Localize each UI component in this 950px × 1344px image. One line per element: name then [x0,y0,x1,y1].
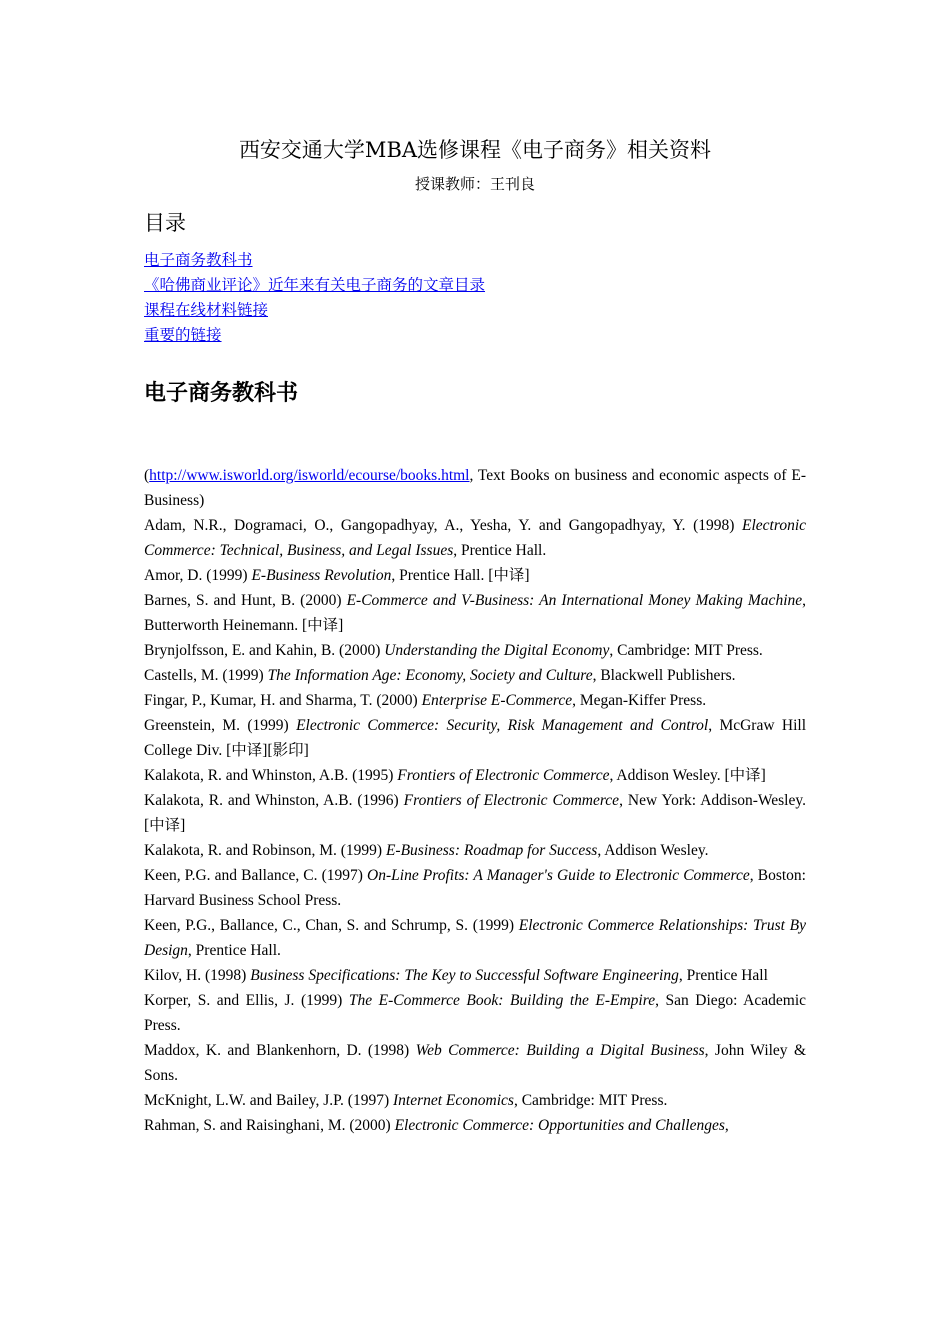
reference-publisher: , Megan-Kiffer Press. [572,692,707,709]
reference-title: Frontiers of Electronic Commerce [397,767,610,784]
reference-entry [144,863,806,913]
reference-authors: Kalakota, R. and Whinston, A.B. (1995) [144,767,398,784]
reference-authors: Keen, P.G., Ballance, C., Chan, S. and Schrump, S. (1999) [144,917,519,934]
reference-publisher: , Prentice Hall. [187,942,281,959]
reference-entry [144,563,806,588]
reference-authors: Barnes, S. and Hunt, B. (2000) [144,592,347,609]
reference-authors: Rahman, S. and Raisinghani, M. (2000) [144,1117,395,1134]
reference-title: E-Business: Roadmap for Success [385,842,598,859]
toc-link-important-links[interactable]: 重要的链接 [144,326,222,344]
reference-title: On-Line Profits: A Manager's Guide to Electronic Commerce [367,867,750,884]
reference-entry [144,663,806,688]
reference-authors: Castells, M. (1999) [144,667,268,684]
reference-entry [144,1088,806,1113]
reference-entry [144,1038,806,1088]
reference-entry [144,988,806,1038]
reference-publisher: , San Diego: Academic Press. [144,992,807,1034]
reference-title: Understanding the Digital Economy [384,642,610,659]
reference-publisher: , Cambridge: MIT Press. [609,642,763,659]
reference-publisher: , Addison Wesley. [597,842,709,859]
toc-item [144,273,806,298]
toc-item [144,323,806,348]
toc-item [144,248,806,273]
reference-entry [144,513,806,563]
document-page [144,134,806,1138]
reference-authors: Maddox, K. and Blankenhorn, D. (1998) [144,1042,416,1059]
toc-link-hbr-articles[interactable]: 《哈佛商业评论》近年来有关电子商务的文章目录 [144,276,486,294]
reference-title: Electronic Commerce: Technical, Business, and Legal Issues [144,517,806,559]
reference-publisher: , McGraw Hill College Div. [中译][影印] [144,717,807,759]
source-description: , Text Books on business and economic aspects of E-Business) [144,467,806,509]
reference-publisher: , Blackwell Publishers. [592,667,736,684]
reference-authors: Brynjolfsson, E. and Kahin, B. (2000) [144,642,385,659]
toc-link-textbooks[interactable]: 电子商务教科书 [144,251,253,269]
reference-authors: Amor, D. (1999) [144,567,252,584]
reference-title: The E-Commerce Book: Building the E-Empire [348,992,656,1009]
reference-entry [144,788,806,838]
reference-authors: Korper, S. and Ellis, J. (1999) [144,992,349,1009]
source-open: ( [144,467,150,484]
reference-publisher: , Addison Wesley. [中译] [609,767,766,784]
reference-entry [144,838,806,863]
reference-title: The Information Age: Economy, Society and Culture [267,667,593,684]
reference-publisher: , Prentice Hall. [中译] [391,567,530,584]
instructor-line: 授课教师：王刊良 [414,175,535,193]
reference-authors: Adam, N.R., Dogramaci, O., Gangopadhyay, A., Yesha, Y. and Gangopadhyay, Y. (1998) [144,517,743,534]
reference-authors: Keen, P.G. and Ballance, C. (1997) [144,867,368,884]
reference-title: Business Specifications: The Key to Successful Software Engineering [250,967,679,984]
reference-title: Internet Economics [392,1092,514,1109]
source-note [144,463,806,513]
reference-title: Frontiers of Electronic Commerce [403,792,620,809]
page-title: 西安交通大学MBA选修课程《电子商务》相关资料 [238,138,712,162]
reference-entry [144,588,806,638]
source-link[interactable]: http://www.isworld.org/isworld/ecourse/books.html [149,467,470,484]
reference-authors: McKnight, L.W. and Bailey, J.P. (1997) [144,1092,393,1109]
reference-entry [144,763,806,788]
reference-entry [144,688,806,713]
reference-publisher: , Cambridge: MIT Press. [513,1092,668,1109]
reference-publisher: , Prentice Hall. [453,542,547,559]
reference-title: Web Commerce: Building a Digital Business [415,1042,705,1059]
reference-list [144,463,806,1138]
toc-list [144,248,806,348]
reference-title: Electronic Commerce Relationships: Trust By Design [144,917,806,959]
reference-entry [144,963,806,988]
reference-entry [144,913,806,963]
reference-publisher: , Prentice Hall [678,967,768,984]
section-heading: 电子商务教科书 [144,381,299,406]
reference-publisher: , New York: Addison-Wesley. [中译] [144,792,806,834]
reference-publisher: , [724,1117,729,1134]
reference-publisher: , Boston: Harvard Business School Press. [144,867,806,909]
reference-title: E-Commerce and V-Business: An International Money Making Machine [346,592,803,609]
toc-link-online-materials[interactable]: 课程在线材料链接 [144,301,269,319]
reference-title: Electronic Commerce: Opportunities and Challenges [394,1117,725,1134]
reference-entry [144,638,806,663]
reference-title: Electronic Commerce: Security, Risk Management and Control [296,717,709,734]
reference-authors: Kalakota, R. and Robinson, M. (1999) [144,842,386,859]
reference-authors: Kalakota, R. and Whinston, A.B. (1996) [144,792,404,809]
reference-publisher: , John Wiley & Sons. [144,1042,806,1084]
reference-entry [144,1113,806,1138]
reference-title: Enterprise E-Commerce [421,692,573,709]
reference-publisher: , Butterworth Heinemann. [中译] [144,592,807,634]
reference-title: E-Business Revolution [251,567,392,584]
toc-heading: 目录 [144,211,186,235]
reference-authors: Fingar, P., Kumar, H. and Sharma, T. (2000) [144,692,422,709]
reference-authors: Greenstein, M. (1999) [144,717,297,734]
reference-authors: Kilov, H. (1998) [144,967,251,984]
reference-entry [144,713,806,763]
toc-item [144,298,806,323]
